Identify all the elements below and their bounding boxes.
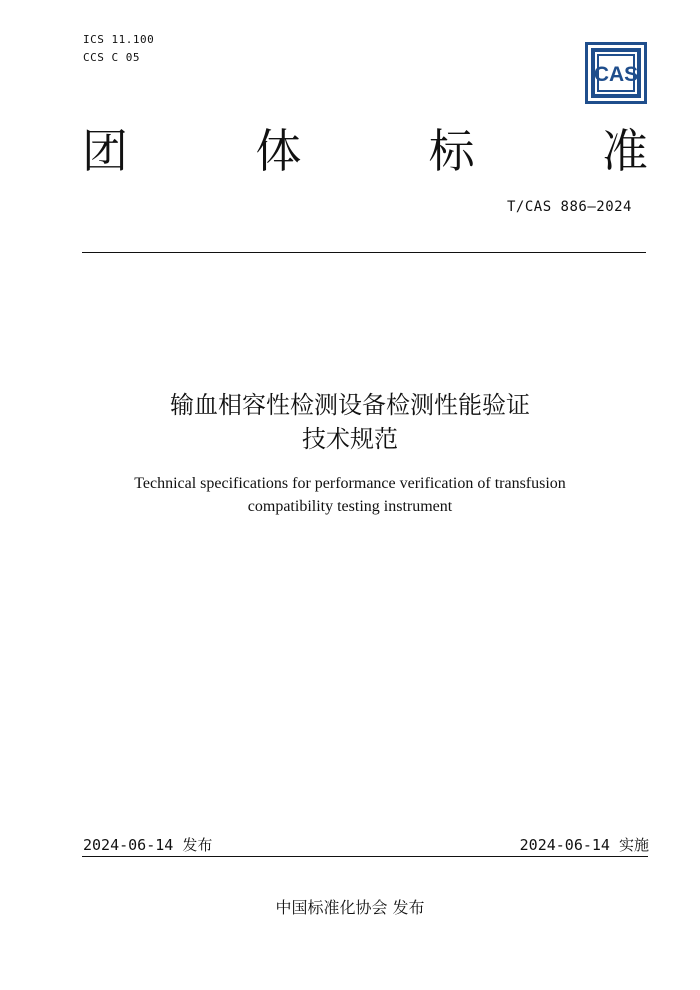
chinese-title-line-2: 技术规范 [302,425,398,453]
standard-type-char: 准 [601,124,648,178]
ics-code: ICS 11.100 [83,33,155,46]
implementation-date: 2024-06-14 实施 [519,836,649,854]
cas-logo-icon [585,42,647,104]
ccs-code: CCS C 05 [83,51,140,64]
header-divider [82,252,646,253]
chinese-title-line-1: 输血相容性检测设备检测性能验证 [170,391,530,419]
chinese-title [0,388,700,456]
logo-text: CAS [593,63,639,86]
english-title-line-2: compatibility testing instrument [247,498,453,515]
cas-logo [585,42,647,104]
standard-type-char: 标 [428,124,475,178]
classification-codes [83,31,154,67]
date-row [83,834,649,856]
issue-date: 2024-06-14 发布 [83,836,213,854]
publisher: 中国标准化协会 发布 [275,898,425,917]
footer-divider [82,856,648,857]
english-title [0,472,700,518]
standard-type-char: 团 [82,124,128,178]
standard-type-char: 体 [255,124,302,178]
english-title-line-1: Technical specifications for performance verification of transfusion [134,475,566,492]
standard-type-heading [82,118,648,184]
standard-number: T/CAS 886—2024 [506,199,632,215]
